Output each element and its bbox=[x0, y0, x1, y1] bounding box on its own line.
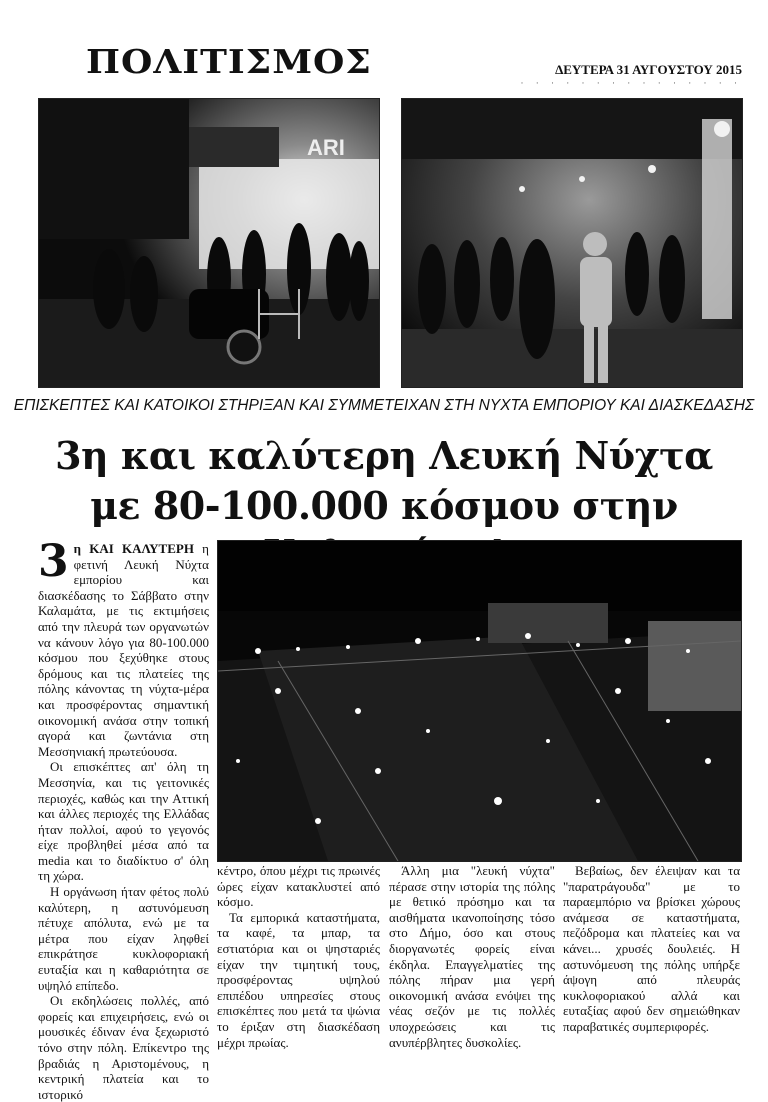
photo-street-night-right bbox=[401, 98, 743, 388]
article-column-4 bbox=[563, 863, 740, 1035]
crowd-scene-image bbox=[402, 99, 742, 387]
article-paragraph: Άλλη μια "λευκή νύχτα" πέρασε στην ιστορία της πόλης με θετικό πρόσημο και τα αισθήματα ικανοποίησης τόσο στο Δήμο, όσο και στους διοργανωτές φορείς είναι έκδηλα. Επαγγελματίες της πόλης πήραν μια γερή οικονομική ανάσα ενόψει της νέας σεζόν με τις πολλές υποχρεώσεις και τις ανυπέρβλητες δυσκολίες. bbox=[389, 863, 555, 1050]
drop-cap: 3 bbox=[38, 536, 69, 587]
article-paragraph: Οι επισκέπτες απ' όλη τη Μεσσηνία, και τις γειτονικές περιοχές, καθώς και την Αττική και άλλες περιοχές της Ελλάδας ήταν πολλοί, αφού το γεγονός είχε προβληθεί μέσα από τα media και το διαδίκτυο σ' όλη τη χώρα. bbox=[38, 759, 209, 884]
lead-words: η ΚΑΙ ΚΑΛΥΤΕΡΗ bbox=[73, 541, 194, 556]
article-paragraph: Η οργάνωση ήταν φέτος πολύ καλύτερη, η αστυνόμευση πέτυχε απόλυτα, ενώ με τα μέτρα που είχαν ληφθεί επικράτησε κυκλοφοριακή ευταξία και η καθαριότητα σε υψηλό επίπεδο. bbox=[38, 884, 209, 993]
photo-aerial-square bbox=[217, 540, 742, 862]
issue-date: ΔΕΥΤΕΡΑ 31 ΑΥΓΟΥΣΤΟΥ 2015 bbox=[555, 62, 742, 77]
headline-line-1: 3η και καλύτερη Λευκή Νύχτα bbox=[55, 433, 713, 478]
header-rule: · · · · · · · · · · · · · · · bbox=[520, 78, 742, 88]
article-column-1 bbox=[38, 536, 209, 1102]
article-column-2 bbox=[217, 863, 380, 1050]
article-column-3 bbox=[389, 863, 555, 1050]
article-kicker: ΕΠΙΣΚΕΠΤΕΣ ΚΑΙ ΚΑΤΟΙΚΟΙ ΣΤΗΡΙΞΑΝ ΚΑΙ ΣΥΜΜΕΤΕΙΧΑΝ ΣΤΗ ΝΥΧΤΑ ΕΜΠΟΡΙΟΥ ΚΑΙ ΔΙΑΣΚΕΔΑΣΗΣ bbox=[13, 397, 755, 414]
article-paragraph: Οι εκδηλώσεις πολλές, από φορείς και επιχειρήσεις, ενώ οι μουσικές έδιναν ένα ξεχωριστό τόνο στην πόλη. Επίκεντρο της βραδιάς η Αριστομένους, η κεντρική πλατεία και το ιστορικό bbox=[38, 993, 209, 1102]
aerial-square-image bbox=[218, 541, 741, 861]
headline-line-2: με 80-100.000 κόσμου στην bbox=[90, 483, 678, 528]
article-paragraph bbox=[38, 536, 209, 759]
article-paragraph: κέντρο, όπου μέχρι τις πρωινές ώρες είχαν κατακλυστεί από κόσμο. bbox=[217, 863, 380, 910]
photo-street-night-left bbox=[38, 98, 380, 388]
article-paragraph: Τα εμπορικά καταστήματα, τα καφέ, τα μπαρ, τα εστιατόρια και οι ψησταριές είχαν την τιμητική τους, προσφέροντας υψηλού επιπέδου υπηρεσίες στους επισκέπτες που μετά τα ψώνια το έριξαν στη διασκέδαση μέχρι πρωίας. bbox=[217, 909, 380, 1050]
article-paragraph: Βεβαίως, δεν έλειψαν και τα "παρατράγουδα" με το παραεμπόριο να βρίσκει χώρους ανάμεσα σε καταστήματα, πεζόδρομα και πλατείες και να κάνει... χρυσές δουλειές. Η αστυνόμευση της πόλης υπήρξε άψογη από πλευράς κυκλοφοριακού αλλά και ευταξίας αφού δεν σημειώθηκαν παραβατικές συμπεριφορές. bbox=[563, 863, 740, 1034]
article-text: η φετινή Λευκή Νύχτα εμπορίου και διασκέδασης το Σάββατο στην Καλαμάτα, με τις εκτιμήσεις από την πλευρά των οργανωτών να κάνουν λόγο για 80-100.000 κόσμου που ξεχύθηκε στους δρόμους και τις πλατείες της πόλης κάνοντας τη νύχτα-μέρα και προσφέροντας σημαντική οικονομική ανάσα στην τοπική αγορά και ζωντάνια στη Μεσσηνιακή πρωτεύουσα. bbox=[38, 541, 209, 759]
section-title: ΠΟΛΙΤΙΣΜΟΣ bbox=[86, 43, 372, 81]
shop-sign: ARI bbox=[307, 135, 345, 160]
